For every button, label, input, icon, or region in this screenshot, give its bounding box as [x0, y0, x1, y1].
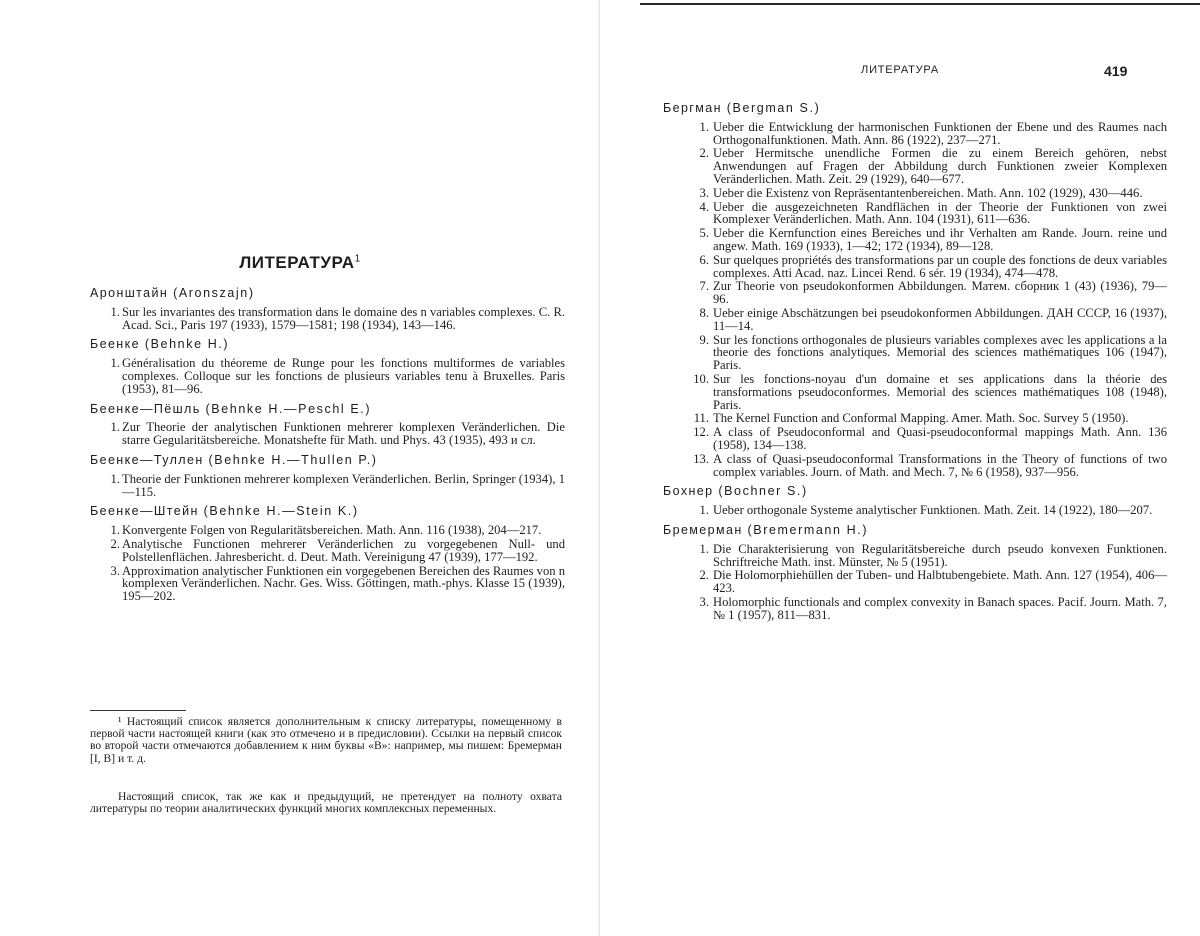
work-item: [90, 306, 565, 332]
author-name: Беенке: [90, 337, 140, 352]
author-name-latin: (Behnke H.—Stein K.): [203, 504, 359, 519]
author-heading: [90, 338, 565, 351]
work-item: [90, 421, 565, 447]
work-number: 1.: [110, 523, 120, 538]
work-number: 1.: [110, 420, 120, 435]
work-citation: Ueber die Kernfunction eines Bereiches und ihr Verhalten am Rande. Journ. reine und angew. Math. 169 (1933), 1—42; 172 (1934), 89—128.: [713, 226, 1167, 253]
work-citation: Analytische Functionen mehrerer Veränderlichen zu vorgegebenen Null- und Polstellenflächen. Jahresbericht. d. Deut. Math. Vereinigung 47 (1939), 177—192.: [122, 536, 565, 564]
work-item: [663, 543, 1167, 569]
work-citation: Ueber Hermitsche unendliche Formen die zu einem Bereich gehören, nebst Anwendungen auf Fragen der Abbildung durch Funktionen zweier Komplexen Veränderlichen. Math. Zeit. 29 (1929), 640—677.: [713, 146, 1167, 186]
work-number: 8.: [699, 305, 709, 320]
work-item: [663, 201, 1167, 227]
bibliography-entry: [90, 338, 565, 395]
author-name: Бремерман: [663, 522, 743, 537]
work-citation: Ueber orthogonale Systeme analytischer Funktionen. Math. Zeit. 14 (1922), 180—207.: [713, 503, 1153, 518]
author-heading: [90, 403, 565, 416]
work-number: 1.: [699, 503, 709, 518]
work-number: 3.: [699, 594, 709, 609]
work-citation: Ueber die Entwicklung der harmonischen Funktionen der Ebene und des Raumes nach Orthogonalfunktionen. Math. Ann. 86 (1922), 237—271.: [713, 119, 1167, 147]
work-citation: Ueber einige Abschätzungen bei pseudokonformen Abbildungen. ДАН СССР, 16 (1937), 11—14.: [713, 305, 1167, 333]
bibliography-entry: [90, 454, 565, 498]
works-list: [90, 473, 565, 499]
work-number: 3.: [110, 563, 120, 578]
work-citation: A class of Quasi-pseudoconformal Transformations in the Theory of functions of two complex variables. Journ. of Math. and Mech. 7, № 6 (1958), 937—956.: [713, 451, 1167, 479]
author-name-latin: (Bergman S.): [726, 101, 821, 115]
work-citation: Ueber die ausgezeichneten Randflächen in der Theorie der Funktionen von zwei Komplexer Veränderlichen. Math. Ann. 104 (1931), 611—636.: [713, 199, 1167, 227]
right-page: [600, 0, 1200, 936]
bibliography-entry: [663, 524, 1167, 622]
work-item: [663, 121, 1167, 147]
works-list: [90, 421, 565, 447]
works-list: [90, 524, 565, 603]
bibliography-entry: [90, 403, 565, 447]
author-name: Беенке—Штейн: [90, 504, 199, 519]
author-name-latin: (Aronszajn): [173, 286, 255, 300]
works-list: [663, 543, 1167, 622]
work-number: 5.: [699, 226, 709, 241]
work-item: [663, 569, 1167, 595]
author-name-latin: (Behnke H.): [144, 337, 230, 352]
footnote-text: ¹ Настоящий список является дополнительным к списку литературы, помещенному в первой части настоящей книги (как это отмечено и в предисловии). Ссылки на первый список во второй части отмечаются добавлением к ним буквы «В»: например, мы пишем: Бремерман [I, В] и т. д.: [90, 715, 562, 765]
work-item: [663, 280, 1167, 306]
author-heading: [90, 287, 565, 300]
work-number: 1.: [110, 356, 120, 371]
page-number: 419: [1104, 63, 1128, 79]
work-citation: The Kernel Function and Conformal Mapping. Amer. Math. Soc. Survey 5 (1950).: [713, 411, 1129, 426]
work-citation: Theorie der Funktionen mehrerer komplexen Veränderlichen. Berlin, Springer (1934), 1—115.: [122, 471, 565, 499]
author-heading: [90, 505, 565, 518]
work-item: [663, 426, 1167, 452]
left-bibliography-list: [90, 280, 565, 606]
bibliography-entry: [90, 505, 565, 603]
work-item: [663, 227, 1167, 253]
work-number: 10.: [693, 371, 709, 386]
work-number: 1.: [699, 119, 709, 134]
work-citation: Zur Theorie von pseudokonformen Abbildungen. Матем. сборник 1 (43) (1936), 79—96.: [713, 279, 1167, 307]
footnote-2: [90, 791, 562, 815]
author-name-latin: (Behnke H.—Thullen P.): [208, 452, 378, 467]
footnote-mark: 1: [354, 253, 361, 265]
works-list: [663, 504, 1167, 517]
work-item: [663, 254, 1167, 280]
title-text: ЛИТЕРАТУРА: [239, 253, 355, 273]
work-citation: Konvergente Folgen von Regularitätsbereichen. Math. Ann. 116 (1938), 204—217.: [122, 523, 542, 538]
work-item: [90, 538, 565, 564]
work-item: [90, 473, 565, 499]
work-item: [663, 307, 1167, 333]
bibliography-entry: [90, 287, 565, 331]
footnote-1: [90, 716, 562, 765]
work-item: [90, 524, 565, 537]
work-item: [663, 504, 1167, 517]
author-heading: [663, 524, 1167, 537]
work-citation: Sur les fonctions-noyau d'un domaine et ses applications dans la théorie des transformations pseudoconformes. Memorial des sciences mathématiques 108 (1948), Paris.: [713, 371, 1167, 412]
work-number: 1.: [699, 541, 709, 556]
work-citation: Zur Theorie der analytischen Funktionen mehrerer komplexen Veränderlichen. Die starre Gegularitätsbereiche. Monatshefte für Math. und Phys. 43 (1935), 493 и сл.: [122, 420, 565, 448]
work-item: [663, 334, 1167, 372]
running-head: ЛИТЕРАТУРА: [861, 64, 939, 76]
work-item: [663, 596, 1167, 622]
works-list: [90, 306, 565, 332]
author-heading: [663, 485, 1167, 498]
work-number: 1.: [110, 471, 120, 486]
bibliography-entry: [663, 102, 1167, 478]
work-number: 6.: [699, 252, 709, 267]
work-citation: Approximation analytischer Funktionen ein vorgegebenen Bereichen des Raumes von n komplexen Veränderlichen. Nachr. Ges. Wiss. Göttingen, math.-phys. Klasse 15 (1939), 195—202.: [122, 563, 565, 604]
work-number: 4.: [699, 199, 709, 214]
author-name: Бергман: [663, 101, 722, 115]
work-number: 12.: [693, 425, 709, 440]
work-citation: Die Charakterisierung von Regularitätsbereiche durch pseudo konvexen Funktionen. Schriftreiche Math. inst. Münster, № 5 (1951).: [713, 541, 1167, 569]
work-number: 11.: [693, 411, 709, 426]
author-name-latin: (Bochner S.): [718, 484, 808, 499]
author-heading: [90, 454, 565, 467]
work-citation: Ueber die Existenz von Repräsentantenbereichen. Math. Ann. 102 (1929), 430—446.: [713, 185, 1143, 200]
work-citation: Sur quelques propriétés des transformations par un couple des fonctions de deux variables complexes. Atti Acad. naz. Lincei Rend. 6 sér. 19 (1934), 474—478.: [713, 252, 1167, 280]
work-item: [663, 147, 1167, 185]
work-item: [663, 412, 1167, 425]
work-citation: Holomorphic functionals and complex convexity in Banach spaces. Pacif. Journ. Math. 7, № 1 (1957), 811—831.: [713, 594, 1167, 622]
work-citation: Sur les fonctions orthogonales de plusieurs variables complexes avec les applications a la theorie des fonctions analytiques. Memorial des sciences mathématiques 106 (1947), Paris.: [713, 332, 1167, 373]
right-bibliography-list: [663, 95, 1167, 624]
work-item: [663, 187, 1167, 200]
bibliography-entry: [663, 485, 1167, 517]
work-item: [663, 373, 1167, 411]
work-citation: Die Holomorphiehüllen der Tuben- und Halbtubengebiete. Math. Ann. 127 (1954), 406—423.: [713, 568, 1167, 596]
work-item: [90, 565, 565, 603]
work-number: 7.: [699, 279, 709, 294]
work-item: [663, 453, 1167, 479]
author-name: Беенке—Туллен: [90, 452, 204, 467]
work-citation: Sur les invariantes des transformation dans le domaine des n variables complexes. C. R. Acad. Sci., Paris 197 (1933), 1579—1581; 198 (1934), 143—146.: [122, 304, 565, 332]
bibliography-title: [0, 253, 600, 273]
work-citation: A class of Pseudoconformal and Quasi-pseudoconformal mappings Math. Ann. 136 (1958), 134—138.: [713, 425, 1167, 452]
work-citation: Généralisation du théoreme de Runge pour les fonctions multiformes de variables complexes. Colloque sur les fonctions de plusieurs variables tenu à Bruxelles. Paris (1953), 81—96.: [122, 356, 565, 396]
works-list: [90, 357, 565, 395]
author-name: Бохнер: [663, 484, 714, 499]
work-number: 2.: [699, 146, 709, 161]
footnote-text: Настоящий список, так же как и предыдущий, не претендует на полноту охвата литературы по теории аналитических функций многих комплексных переменных.: [90, 790, 562, 816]
author-heading: [663, 102, 1167, 115]
works-list: [663, 121, 1167, 479]
work-number: 3.: [699, 185, 709, 200]
work-number: 1.: [110, 304, 120, 319]
author-name-latin: (Behnke H.—Peschl E.): [205, 401, 372, 416]
work-item: [90, 357, 565, 395]
author-name: Аронштайн: [90, 286, 169, 300]
work-number: 13.: [693, 451, 709, 466]
work-number: 9.: [699, 332, 709, 347]
footnote-rule: [90, 710, 186, 711]
work-number: 2.: [699, 568, 709, 583]
author-name: Беенке—Пёшль: [90, 401, 201, 416]
author-name-latin: (Bremermann H.): [747, 522, 869, 537]
work-number: 2.: [110, 536, 120, 551]
